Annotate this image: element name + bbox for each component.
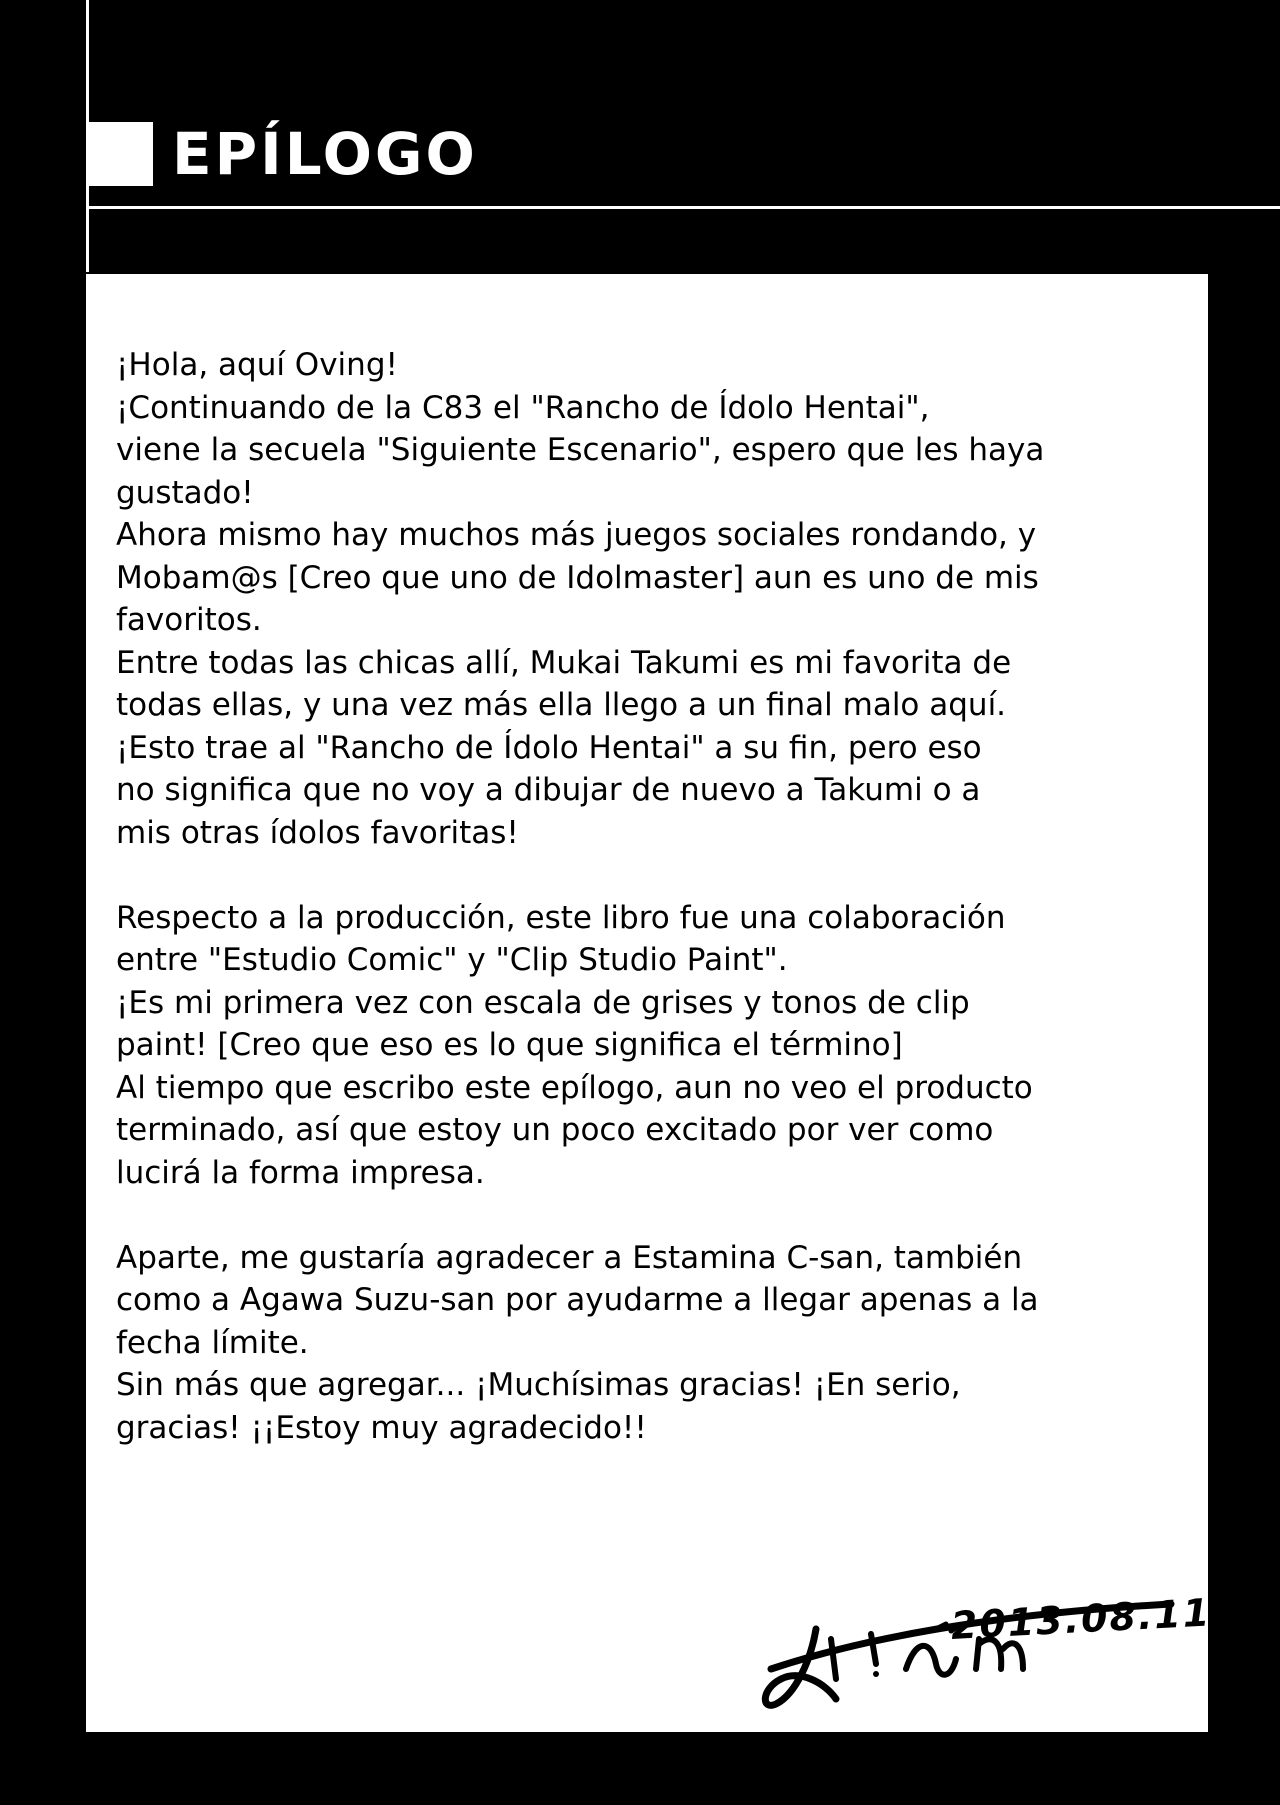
- letter-line: favoritos.: [116, 602, 262, 638]
- letter-line: no significa que no voy a dibujar de nuevo a Takumi o a: [116, 772, 981, 808]
- letter-line: ¡Es mi primera vez con escala de grises y tonos de clip: [116, 984, 970, 1021]
- letter-line: terminado, así que estoy un poco excitado por ver como: [116, 1112, 994, 1148]
- letter-line: Respecto a la producción, este libro fue una colaboración: [116, 899, 1006, 936]
- letter-line: mis otras ídolos favoritas!: [116, 814, 519, 851]
- letter-line: Ahora mismo hay muchos más juegos sociales rondando, y: [116, 517, 1037, 553]
- letter-line: paint! [Creo que eso es lo que significa el término]: [116, 1027, 903, 1063]
- paragraph-gap: [116, 1194, 1201, 1237]
- letter-line: ¡Continuando de la C83 el "Rancho de Ídolo Hentai",: [116, 389, 930, 426]
- letter-line: fecha límite.: [116, 1324, 309, 1361]
- letter-line: Al tiempo que escribo este epílogo, aun no veo el producto: [116, 1069, 1033, 1106]
- letter-line: entre "Estudio Comic" y "Clip Studio Paint".: [116, 942, 788, 978]
- letter-line: gracias! ¡¡Estoy muy agradecido!!: [116, 1409, 647, 1446]
- title-square-marker: [89, 122, 153, 186]
- frame-horizontal-line: [86, 206, 1280, 209]
- letter-line: Mobam@s [Creo que uno de Idolmaster] aun es uno de mis: [116, 559, 1039, 596]
- letter-line: Sin más que agregar... ¡Muchísimas gracias! ¡En serio,: [116, 1367, 961, 1403]
- letter-line: ¡Esto trae al "Rancho de Ídolo Hentai" a su fin, pero eso: [116, 729, 982, 766]
- letter-line: Entre todas las chicas allí, Mukai Takumi es mi favorita de: [116, 644, 1012, 681]
- signature-date: 2013.08.11: [949, 1590, 1213, 1648]
- letter-line: lucirá la forma impresa.: [116, 1154, 485, 1191]
- letter-line: gustado!: [116, 474, 254, 511]
- letter-line: como a Agawa Suzu-san por ayudarme a llegar apenas a la: [116, 1282, 1039, 1318]
- letter-line: viene la secuela "Siguiente Escenario", espero que les haya: [116, 432, 1045, 468]
- paragraph-gap: [116, 854, 1201, 897]
- letter-line: Aparte, me gustaría agradecer a Estamina C-san, también: [116, 1239, 1023, 1276]
- letter-line: ¡Hola, aquí Oving!: [116, 347, 398, 383]
- letter-panel: [86, 274, 1213, 1732]
- letter-body: [116, 344, 1201, 1449]
- page-title: EPÍLOGO: [172, 120, 478, 188]
- letter-line: todas ellas, y una vez más ella llego a un final malo aquí.: [116, 687, 1007, 723]
